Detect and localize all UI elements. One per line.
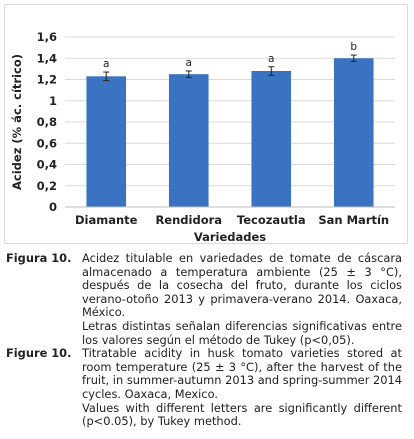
- x-category-label: Tecozautla: [236, 213, 306, 227]
- y-tick-label: 0,2: [36, 178, 57, 193]
- bar: [334, 58, 374, 207]
- y-tick-labels: [37, 30, 57, 214]
- bar-chart: [5, 5, 409, 245]
- x-category-label: Rendidora: [155, 213, 223, 227]
- x-category-label: Diamante: [75, 213, 138, 227]
- chart-frame: [4, 4, 408, 244]
- caption-note: Values with different letters are significantly different (p<0.05), by Tukey method.: [82, 400, 402, 429]
- caption-english: [0, 347, 414, 429]
- significance-letter: a: [185, 57, 192, 69]
- y-axis-title: Acidez (% ác. cítrico): [10, 54, 24, 190]
- caption-text: Acidez titulable en variedades de tomate de cáscara almacenado a temperatura ambiente (25 ± 3 °C), después de la cosecha del fruto, durante los ciclos verano-otoño 2013 y primavera-verano 2014. Oaxaca, México.: [82, 251, 402, 320]
- significance-letter: a: [268, 52, 275, 65]
- y-tick-label: 0,6: [36, 136, 57, 151]
- bar: [86, 76, 126, 207]
- x-axis-title: Variedades: [193, 230, 267, 244]
- y-tick-label: 0,8: [36, 115, 57, 129]
- y-tick-label: 0,4: [36, 157, 57, 172]
- caption-body: [82, 252, 402, 347]
- caption-body: [82, 347, 402, 429]
- bar: [169, 74, 209, 207]
- caption-label: Figura 10.: [6, 251, 72, 265]
- y-tick-label: 1: [48, 93, 57, 108]
- significance-letter: b: [350, 41, 358, 54]
- figure-captions: [0, 252, 414, 429]
- significance-letters: [103, 41, 357, 70]
- y-tick-label: 0: [48, 200, 57, 214]
- y-tick-label: 1,4: [36, 51, 57, 66]
- significance-letter: a: [103, 58, 110, 71]
- error-bars: [103, 52, 357, 81]
- bar: [251, 71, 291, 207]
- caption-label: Figure 10.: [6, 346, 72, 361]
- x-category-labels: [75, 213, 389, 227]
- caption-note: Letras distintas señalan diferencias significativas entre los valores según el método de Tukey (p<0,05).: [82, 318, 402, 347]
- x-category-label: San Martín: [318, 213, 390, 227]
- bars: [86, 58, 373, 207]
- y-tick-label: 1,2: [36, 72, 57, 87]
- y-tick-label: 1,6: [36, 30, 57, 44]
- caption-spanish: [0, 252, 414, 347]
- caption-text: Titratable acidity in husk tomato varieties stored at room temperature (25 ± 3 °C), after the harvest of the fruit, in summer-autumn 2013 and spring-summer 2014 cycles. Oaxaca, Mexico.: [82, 346, 402, 401]
